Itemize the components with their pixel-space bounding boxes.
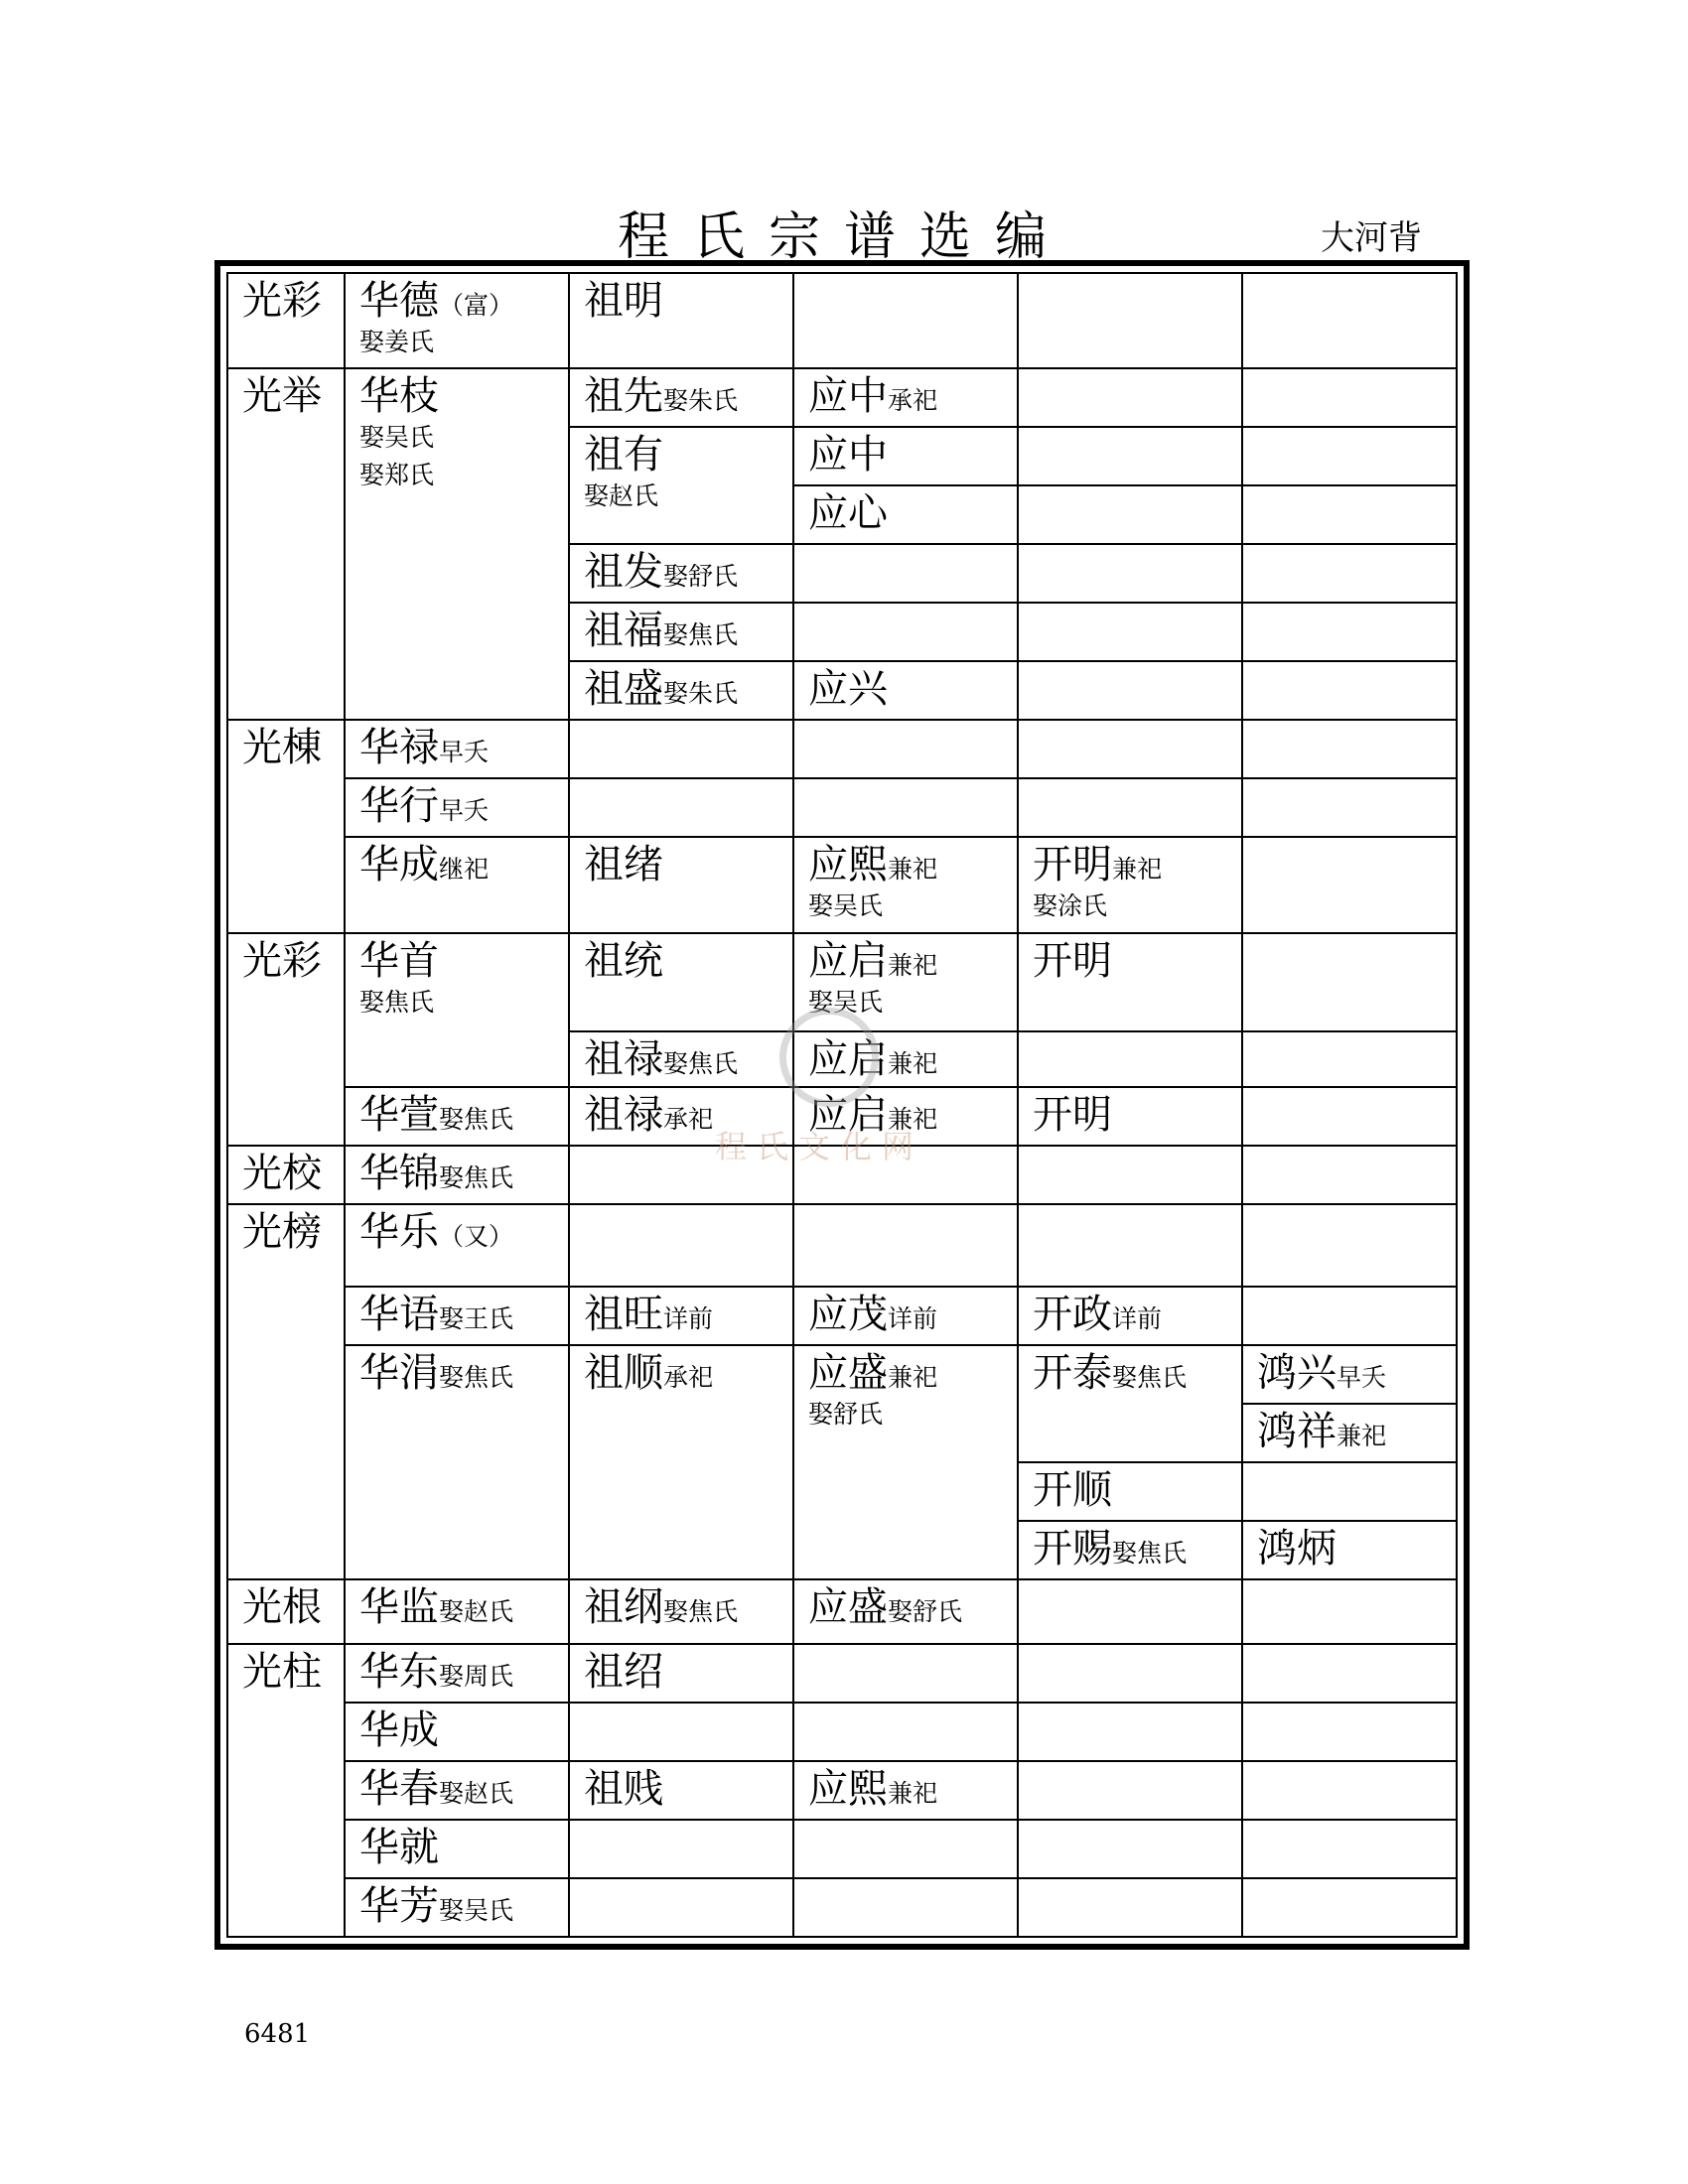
person-note: 承祀 xyxy=(663,1363,714,1392)
empty-cell xyxy=(1019,1704,1243,1762)
table-cell xyxy=(1243,1522,1456,1580)
empty-cell xyxy=(1019,1879,1243,1938)
person-note: 早夭 xyxy=(439,796,490,825)
table-cell xyxy=(794,1288,1019,1346)
table-cell xyxy=(228,721,346,934)
empty-cell xyxy=(1243,1463,1456,1522)
empty-cell xyxy=(1243,1088,1456,1147)
page-title: 程氏宗谱选编 xyxy=(617,207,1070,267)
person-name: 祖发 xyxy=(584,549,663,595)
empty-cell xyxy=(1243,1645,1456,1704)
empty-cell xyxy=(1019,545,1243,604)
person-name: 应盛 xyxy=(808,1584,888,1630)
spouse-note: 娶涂氏 xyxy=(1033,891,1108,920)
empty-cell xyxy=(1243,1147,1456,1205)
person-name: 华锦 xyxy=(359,1151,439,1196)
table-cell xyxy=(1019,1346,1243,1463)
empty-cell xyxy=(1243,545,1456,604)
table-cell xyxy=(570,1346,794,1580)
person-name: 应启 xyxy=(808,1092,888,1138)
table-cell xyxy=(1019,1088,1243,1147)
person-note: 娶赵氏 xyxy=(439,1779,514,1808)
empty-cell xyxy=(1243,1879,1456,1938)
person-note: 兼祀 xyxy=(888,1363,938,1392)
empty-cell xyxy=(570,1821,794,1879)
person-name: 光彩 xyxy=(242,938,322,984)
table-cell xyxy=(346,1704,570,1762)
table-cell xyxy=(1019,934,1243,1032)
person-note: 娶焦氏 xyxy=(439,1363,514,1392)
empty-cell xyxy=(1019,1147,1243,1205)
person-name: 华东 xyxy=(359,1649,439,1695)
person-note: 娶周氏 xyxy=(439,1662,514,1691)
person-note: （富） xyxy=(439,291,514,320)
person-name: 应熙 xyxy=(808,1766,888,1812)
table-cell xyxy=(346,1580,570,1645)
person-note: 娶焦氏 xyxy=(663,1049,739,1078)
person-name: 应中 xyxy=(808,432,888,478)
table-cell xyxy=(346,1645,570,1704)
person-name: 华行 xyxy=(359,783,439,829)
table-cell xyxy=(346,721,570,779)
table-cell xyxy=(346,274,570,369)
empty-cell xyxy=(794,604,1019,662)
person-name: 华语 xyxy=(359,1292,439,1337)
empty-cell xyxy=(794,1704,1019,1762)
spouse-note: 娶焦氏 xyxy=(359,988,435,1017)
person-note: 详前 xyxy=(663,1304,714,1333)
empty-cell xyxy=(794,1821,1019,1879)
table-cell xyxy=(346,1879,570,1938)
person-name: 华就 xyxy=(359,1825,439,1870)
person-name: 祖统 xyxy=(584,938,663,984)
person-note: （又） xyxy=(439,1222,514,1251)
table-cell xyxy=(570,604,794,662)
person-name: 祖禄 xyxy=(584,1036,663,1082)
table-cell xyxy=(346,1821,570,1879)
table-cell xyxy=(1243,1405,1456,1463)
empty-cell xyxy=(1243,1205,1456,1288)
table-cell xyxy=(570,1762,794,1821)
table-cell xyxy=(346,838,570,934)
person-name: 华德 xyxy=(359,278,439,324)
spouse-note: 娶吴氏 xyxy=(359,423,435,452)
empty-cell xyxy=(1019,428,1243,486)
empty-cell xyxy=(1019,1645,1243,1704)
table-cell xyxy=(228,1205,346,1580)
person-note: 兼祀 xyxy=(1336,1422,1387,1450)
empty-cell xyxy=(1243,1580,1456,1645)
table-cell xyxy=(228,274,346,369)
table-cell xyxy=(794,838,1019,934)
person-note: 详前 xyxy=(1112,1304,1163,1333)
table-cell xyxy=(346,779,570,838)
person-name: 华乐 xyxy=(359,1209,439,1255)
person-name: 鸿祥 xyxy=(1257,1409,1336,1454)
spouse-note: 娶姜氏 xyxy=(359,328,435,356)
person-name: 应茂 xyxy=(808,1292,888,1337)
person-name: 祖盛 xyxy=(584,666,663,712)
empty-cell xyxy=(1019,274,1243,369)
person-note: 早夭 xyxy=(1336,1363,1387,1392)
table-cell xyxy=(346,1205,570,1288)
person-name: 华萱 xyxy=(359,1092,439,1138)
empty-cell xyxy=(1243,486,1456,545)
empty-cell xyxy=(794,721,1019,779)
empty-cell xyxy=(794,779,1019,838)
person-note: 承祀 xyxy=(663,1105,714,1134)
person-name: 祖旺 xyxy=(584,1292,663,1337)
person-name: 开明 xyxy=(1033,1092,1112,1138)
empty-cell xyxy=(1243,934,1456,1032)
empty-cell xyxy=(794,545,1019,604)
table-cell xyxy=(794,1580,1019,1645)
table-cell xyxy=(570,274,794,369)
person-note: 娶赵氏 xyxy=(439,1597,514,1626)
person-note: 娶焦氏 xyxy=(439,1105,514,1134)
table-cell xyxy=(794,369,1019,428)
table-cell xyxy=(1019,1463,1243,1522)
spouse-note: 娶舒氏 xyxy=(808,1400,884,1429)
person-name: 华监 xyxy=(359,1584,439,1630)
person-name: 华成 xyxy=(359,1707,439,1753)
empty-cell xyxy=(570,1205,794,1288)
table-cell xyxy=(346,1346,570,1580)
person-note: 娶朱氏 xyxy=(663,386,739,415)
person-note: 娶焦氏 xyxy=(439,1163,514,1192)
empty-cell xyxy=(1019,1821,1243,1879)
watermark-text: 程氏文化网 xyxy=(715,1128,924,1165)
empty-cell xyxy=(1243,838,1456,934)
table-cell xyxy=(570,1580,794,1645)
person-name: 祖纲 xyxy=(584,1584,663,1630)
table-cell xyxy=(794,428,1019,486)
person-name: 祖禄 xyxy=(584,1092,663,1138)
watermark-seal-icon xyxy=(779,1008,879,1107)
person-name: 光举 xyxy=(242,373,322,419)
empty-cell xyxy=(1019,369,1243,428)
person-name: 开顺 xyxy=(1033,1467,1112,1513)
table-cell xyxy=(346,369,570,721)
person-note: 兼祀 xyxy=(888,1049,938,1078)
table-cell xyxy=(228,1580,346,1645)
person-note: 承祀 xyxy=(888,386,938,415)
table-cell xyxy=(570,428,794,545)
table-cell xyxy=(570,1032,794,1088)
person-name: 光彩 xyxy=(242,278,322,324)
person-name: 华涓 xyxy=(359,1350,439,1396)
person-name: 鸿兴 xyxy=(1257,1350,1336,1396)
person-name: 华首 xyxy=(359,938,439,984)
table-cell xyxy=(570,1645,794,1704)
table-cell xyxy=(794,1346,1019,1580)
empty-cell xyxy=(1243,604,1456,662)
person-name: 祖明 xyxy=(584,278,663,324)
table-cell xyxy=(228,369,346,721)
person-name: 应盛 xyxy=(808,1350,888,1396)
empty-cell xyxy=(1019,721,1243,779)
empty-cell xyxy=(1019,604,1243,662)
empty-cell xyxy=(1019,486,1243,545)
person-note: 兼祀 xyxy=(888,1779,938,1808)
empty-cell xyxy=(570,1879,794,1938)
table-cell xyxy=(1019,1522,1243,1580)
empty-cell xyxy=(1019,1580,1243,1645)
spouse-note: 娶郑氏 xyxy=(359,461,435,489)
person-name: 华芳 xyxy=(359,1883,439,1929)
person-name: 光棟 xyxy=(242,725,322,770)
person-note: 娶王氏 xyxy=(439,1304,514,1333)
empty-cell xyxy=(794,1205,1019,1288)
empty-cell xyxy=(1243,779,1456,838)
empty-cell xyxy=(570,1704,794,1762)
spouse-note: 娶吴氏 xyxy=(808,891,884,920)
empty-cell xyxy=(1243,1704,1456,1762)
empty-cell xyxy=(1019,662,1243,721)
empty-cell xyxy=(1019,1032,1243,1088)
empty-cell xyxy=(1243,274,1456,369)
person-name: 应中 xyxy=(808,373,888,419)
person-name: 应兴 xyxy=(808,666,888,712)
empty-cell xyxy=(570,779,794,838)
person-note: 兼祀 xyxy=(888,951,938,980)
table-cell xyxy=(570,369,794,428)
person-name: 华春 xyxy=(359,1766,439,1812)
table-cell xyxy=(346,1088,570,1147)
spouse-note: 娶吴氏 xyxy=(808,988,884,1017)
person-name: 祖顺 xyxy=(584,1350,663,1396)
table-cell xyxy=(228,1147,346,1205)
person-name: 开政 xyxy=(1033,1292,1112,1337)
table-cell xyxy=(228,1645,346,1938)
location-label: 大河背 xyxy=(1321,218,1422,258)
empty-cell xyxy=(794,1879,1019,1938)
empty-cell xyxy=(794,1645,1019,1704)
table-cell xyxy=(1019,1288,1243,1346)
spouse-note: 娶赵氏 xyxy=(584,481,659,510)
page-number: 6481 xyxy=(244,2019,311,2049)
person-note: 娶焦氏 xyxy=(1112,1363,1188,1392)
table-cell xyxy=(794,1762,1019,1821)
table-cell xyxy=(570,838,794,934)
person-note: 娶吴氏 xyxy=(439,1896,514,1925)
person-name: 祖先 xyxy=(584,373,663,419)
table-cell xyxy=(570,662,794,721)
table-cell xyxy=(794,486,1019,545)
person-name: 应心 xyxy=(808,490,888,536)
person-note: 兼祀 xyxy=(1112,855,1163,884)
table-cell xyxy=(570,1288,794,1346)
empty-cell xyxy=(1243,428,1456,486)
person-name: 光柱 xyxy=(242,1649,322,1695)
person-name: 开明 xyxy=(1033,938,1112,984)
person-name: 祖贱 xyxy=(584,1766,663,1812)
person-name: 光榜 xyxy=(242,1209,322,1255)
table-cell xyxy=(346,1288,570,1346)
table-cell xyxy=(1019,838,1243,934)
person-name: 应熙 xyxy=(808,842,888,887)
empty-cell xyxy=(1243,1762,1456,1821)
person-note: 娶舒氏 xyxy=(888,1597,963,1626)
table-cell xyxy=(1243,1346,1456,1405)
empty-cell xyxy=(570,721,794,779)
person-name: 祖绪 xyxy=(584,842,663,887)
table-cell xyxy=(794,662,1019,721)
person-note: 娶焦氏 xyxy=(663,620,739,649)
person-name: 开明 xyxy=(1033,842,1112,887)
person-name: 鸿炳 xyxy=(1257,1526,1336,1571)
person-name: 华成 xyxy=(359,842,439,887)
person-note: 继祀 xyxy=(439,855,490,884)
empty-cell xyxy=(1243,369,1456,428)
table-cell xyxy=(346,1762,570,1821)
empty-cell xyxy=(1243,1288,1456,1346)
table-cell xyxy=(346,1147,570,1205)
person-name: 光校 xyxy=(242,1151,322,1196)
empty-cell xyxy=(1243,1032,1456,1088)
empty-cell xyxy=(1243,721,1456,779)
person-note: 详前 xyxy=(888,1304,938,1333)
table-cell xyxy=(570,934,794,1032)
empty-cell xyxy=(1019,1762,1243,1821)
person-name: 应启 xyxy=(808,938,888,984)
person-name: 应启 xyxy=(808,1036,888,1082)
person-name: 华枝 xyxy=(359,373,439,419)
person-note: 娶舒氏 xyxy=(663,562,739,591)
empty-cell xyxy=(1243,662,1456,721)
person-name: 开泰 xyxy=(1033,1350,1112,1396)
person-note: 娶焦氏 xyxy=(1112,1539,1188,1568)
person-name: 开赐 xyxy=(1033,1526,1112,1571)
empty-cell xyxy=(1019,779,1243,838)
person-name: 光根 xyxy=(242,1584,322,1630)
person-note: 早夭 xyxy=(439,738,490,766)
table-cell xyxy=(346,934,570,1088)
person-name: 祖绍 xyxy=(584,1649,663,1695)
person-note: 兼祀 xyxy=(888,1105,938,1134)
person-note: 娶焦氏 xyxy=(663,1597,739,1626)
person-name: 祖有 xyxy=(584,432,663,478)
table-cell xyxy=(570,545,794,604)
person-name: 祖福 xyxy=(584,608,663,653)
empty-cell xyxy=(794,274,1019,369)
person-note: 娶朱氏 xyxy=(663,679,739,708)
person-name: 华禄 xyxy=(359,725,439,770)
empty-cell xyxy=(1019,1205,1243,1288)
person-note: 兼祀 xyxy=(888,855,938,884)
empty-cell xyxy=(1243,1821,1456,1879)
table-cell xyxy=(228,934,346,1147)
